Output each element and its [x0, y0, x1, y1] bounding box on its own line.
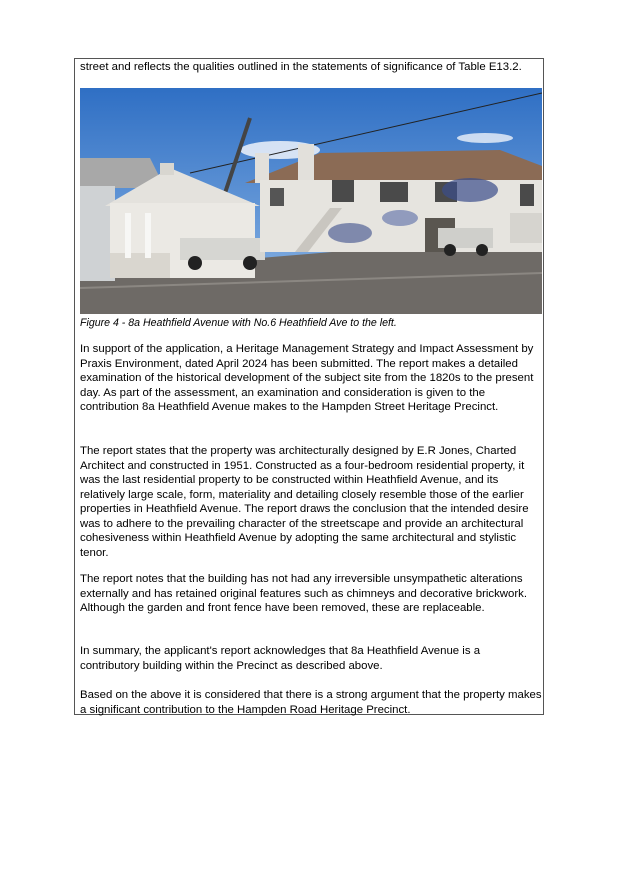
chimney: [298, 144, 314, 182]
window: [380, 182, 408, 202]
paragraph: The report states that the property was architecturally designed by E.R Jones, Charted Architect and constructed in 1951. Constructed as a four-bedroom residential property, it was the last residential property to be constructed within Heathfield Avenue, and its relatively large scale, form, materiality and detailing closely resemble those of the earlier properties in Heathfield Avenue. The report draws the conclusion that the intended desire was to adhere to the prevailing character of the streetscape and provide an architectural cohesiveness within Heathfield Avenue by adopting the same architectural and stylistic tenor.: [80, 445, 529, 559]
porch-column: [125, 213, 131, 258]
window: [332, 180, 354, 202]
wheel: [444, 244, 456, 256]
porch-column: [145, 213, 151, 258]
house-photo-illustration: [80, 88, 542, 314]
wheel: [188, 256, 202, 270]
figure-caption: Figure 4 - 8a Heathfield Avenue with No.6 Heathfield Ave to the left.: [80, 317, 397, 329]
window: [270, 188, 284, 206]
wheel: [476, 244, 488, 256]
paragraph: In summary, the applicant's report acknowledges that 8a Heathfield Avenue is a contributory building within the Precinct as described above.: [80, 645, 481, 672]
graffiti: [328, 223, 372, 243]
neighbour-wall: [80, 186, 115, 281]
graffiti: [382, 210, 418, 226]
window: [520, 184, 534, 206]
parked-vehicle: [510, 213, 542, 243]
chimney: [255, 153, 269, 183]
paragraph: Based on the above it is considered that there is a strong argument that the property makes a significant contribution to the Hampden Road Heritage Precinct.: [80, 689, 542, 716]
wheel: [243, 256, 257, 270]
graffiti: [442, 178, 498, 202]
paragraph: In support of the application, a Heritage Management Strategy and Impact Assessment by Praxis Environment, dated April 2024 has been submitted. The report makes a detailed examination of the historical development of the subject site from the 1820s to the present day. As part of the assessment, an examination and consideration is given to the contribution 8a Heathfield Avenue makes to the Hampden Street Heritage Precinct.: [80, 343, 534, 413]
paragraph: The report notes that the building has not had any irreversible unsympathetic alterations externally and has retained original features such as chimneys and decorative brickwork. Although the garden and front fence have been removed, these are replaceable.: [80, 573, 527, 614]
lead-text: street and reflects the qualities outlined in the statements of significance of Table E13.2.: [80, 61, 522, 73]
neighbour-steps: [110, 253, 170, 278]
cloud: [457, 133, 513, 143]
neighbour-chimney: [160, 163, 174, 175]
figure-photo: [80, 88, 542, 314]
